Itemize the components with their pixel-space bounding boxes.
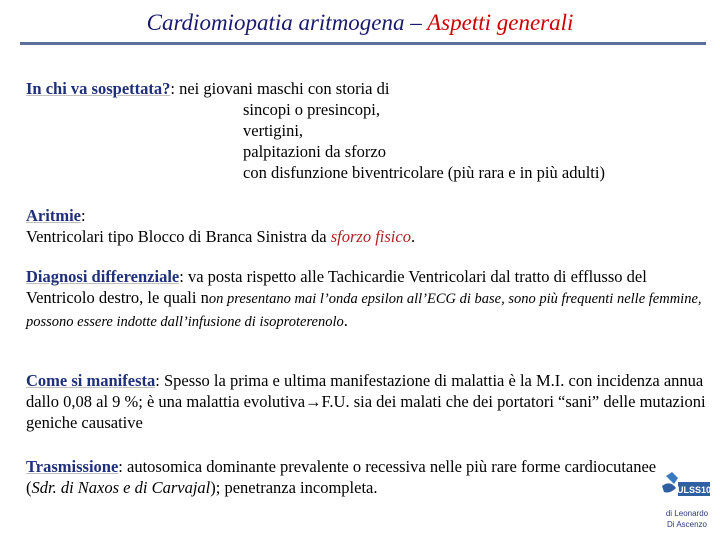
section-differential bbox=[26, 266, 706, 333]
suspicion-intro: : nei giovani maschi con storia di bbox=[170, 79, 390, 98]
credit-line: Di Ascenzo bbox=[666, 520, 708, 529]
suspicion-item: palpitazioni da sforzo bbox=[243, 142, 386, 161]
ulss-logo-icon bbox=[660, 468, 712, 504]
transmission-italic: Sdr. di Naxos e di Carvajal bbox=[31, 478, 211, 497]
title-accent: Aspetti generali bbox=[427, 10, 574, 35]
transmission-label: Trasmissione bbox=[26, 457, 119, 476]
differential-label: Diagnosi differenziale bbox=[26, 267, 180, 286]
logo-text: ULSS10 bbox=[676, 485, 712, 495]
arrhythmias-text: Ventricolari tipo Blocco di Branca Sinistra da bbox=[26, 227, 331, 246]
transmission-text-2: ); penetranza incompleta. bbox=[210, 478, 378, 497]
author-credit bbox=[656, 508, 718, 530]
arrhythmias-highlight: sforzo fisico bbox=[330, 227, 411, 246]
differential-italic: on presentano mai l’onda epsilon all’ECG di base, sono più frequenti nelle femmine, possono essere indotte dall’infusione di isoproterenolo bbox=[26, 291, 702, 330]
transmission-text-1: : autosomica dominante prevalente o recessiva nelle più rare forme cardiocutanee ( bbox=[26, 457, 657, 497]
title-divider bbox=[20, 42, 706, 45]
suspicion-item: con disfunzione biventricolare (più rara e in più adulti) bbox=[243, 163, 605, 182]
credit-line: di Leonardo bbox=[665, 509, 709, 518]
differential-text: : va posta rispetto alle Tachicardie Ventricolari dal tratto di efflusso del Ventricolo destro, le quali n bbox=[26, 267, 647, 307]
section-arrhythmias bbox=[26, 205, 706, 247]
title-main: Cardiomiopatia aritmogena – bbox=[146, 10, 428, 35]
manifestation-label: Come si manifesta bbox=[26, 371, 156, 390]
section-suspicion bbox=[26, 78, 706, 183]
manifestation-text: : Spesso la prima e ultima manifestazione di malattia è la M.I. con incidenza annua dallo 0,08 al 9 %; è una malattia evolutiva→F.U. sia dei malati che dei portatori “sani” delle mutazioni geniche causative bbox=[26, 371, 706, 432]
section-transmission bbox=[26, 456, 674, 498]
suspicion-item: vertigini, bbox=[243, 121, 304, 140]
arrhythmias-end: . bbox=[410, 227, 416, 246]
section-manifestation bbox=[26, 370, 706, 433]
suspicion-label: In chi va sospettata? bbox=[26, 79, 171, 98]
suspicion-item: sincopi o presincopi, bbox=[243, 100, 381, 119]
arrhythmias-label: Aritmie bbox=[26, 206, 81, 225]
arrhythmias-colon: : bbox=[80, 206, 86, 225]
slide-title bbox=[0, 8, 720, 38]
differential-end: . bbox=[343, 311, 348, 330]
